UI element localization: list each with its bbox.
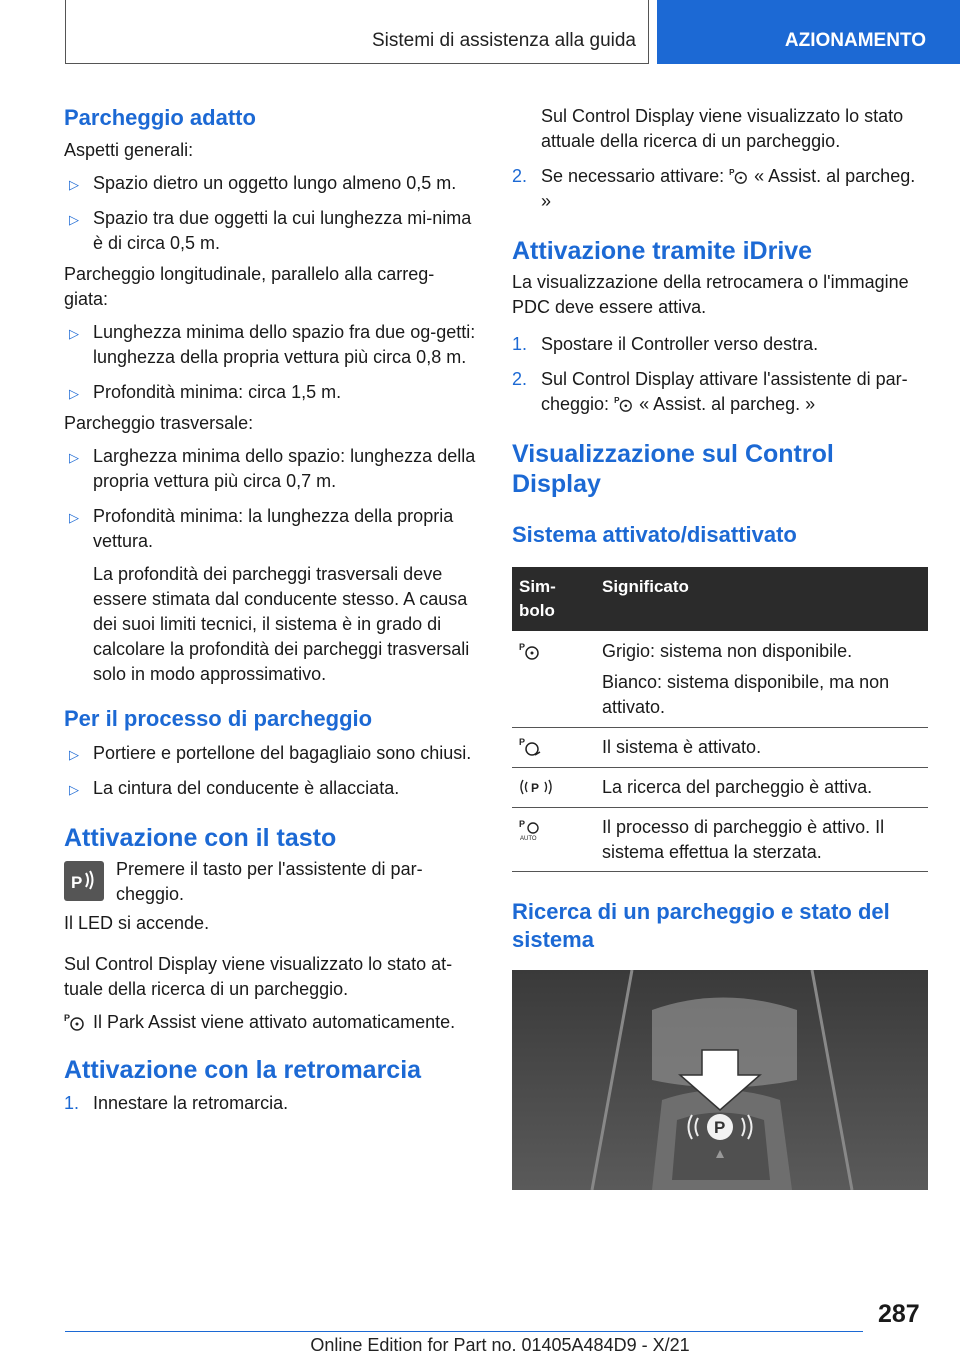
park-auto-icon xyxy=(519,818,545,842)
idrive-text: La visualizzazione della retrocamera o l'immagine PDC deve essere attiva. xyxy=(512,272,909,317)
park-assist-icon xyxy=(519,641,541,661)
svg-text:P: P xyxy=(729,168,735,178)
right-column xyxy=(512,104,926,1190)
chapter-tab[interactable] xyxy=(657,0,960,64)
heading-retromarcia: Attivazione con la retromarcia xyxy=(64,1056,422,1084)
list-item: ▷ Profondità minima: circa 1,5 m. xyxy=(64,380,478,405)
list-item: 2. Sul Control Display attivare l'assistente di par-cheggio: P « Assist. al parcheg. » xyxy=(512,369,908,414)
svg-text:P: P xyxy=(71,873,83,892)
svg-text:P: P xyxy=(519,819,526,829)
park-assist-active-icon xyxy=(519,736,543,758)
list-item: ▷ La cintura del conducente è allacciata. xyxy=(64,776,478,801)
triangle-bullet-icon: ▷ xyxy=(69,326,79,341)
heading-ricerca: Ricerca di un parcheggio e stato del sistema xyxy=(512,899,890,952)
led-text: Il LED si accende. xyxy=(64,913,210,933)
section-title: Sistemi di assistenza alla guida xyxy=(371,30,636,51)
table-row xyxy=(512,808,928,872)
col-header-meaning: Significato xyxy=(602,577,689,596)
heading-tasto: Attivazione con il tasto xyxy=(64,824,337,852)
table-header xyxy=(512,567,928,631)
footer-edition: Online Edition for Part no. 01405A484D9 - X/21 xyxy=(310,1335,690,1355)
cell-text: Il sistema è attivato. xyxy=(602,737,762,757)
triangle-bullet-icon: ▷ xyxy=(69,450,79,465)
triangle-bullet-icon: ▷ xyxy=(69,177,79,192)
tasto-text: Premere il tasto per l'assistente di par-cheggio. xyxy=(116,859,423,904)
chapter-label: AZIONAMENTO xyxy=(784,30,926,51)
note-text: La profondità dei parcheggi trasversali deve essere stimata dal conducente stesso. A causa dei suoi limiti tecnici, il sistema è in grado di calcolare la profondità dei parcheggi trasversali solo in modo approssimativo. xyxy=(93,564,470,684)
list-item: 1. Innestare la retromarcia. xyxy=(64,1093,289,1113)
park-assist-icon xyxy=(614,395,634,413)
triangle-bullet-icon: ▷ xyxy=(69,212,79,227)
col-header-symbol: Sim-bolo xyxy=(519,577,556,620)
general-text: Aspetti generali: xyxy=(64,140,194,160)
svg-text:AUTO: AUTO xyxy=(520,836,537,842)
park-assist-icon xyxy=(64,1012,86,1032)
parking-search-icon xyxy=(519,777,553,797)
list-item: ▷ Portiere e portellone del bagagliaio sono chiusi. xyxy=(64,741,478,766)
svg-text:P: P xyxy=(64,1013,71,1023)
table-row xyxy=(512,728,928,768)
tasto-block xyxy=(64,857,478,907)
park-button-icon xyxy=(64,861,104,901)
heading-visualizzazione: Visualizzazione sul Control Display xyxy=(512,440,834,498)
list-item: ▷ Spazio dietro un oggetto lungo almeno 0,5 m. xyxy=(64,171,478,196)
list-item: ▷ Lunghezza minima dello spazio fra due og-getti: lunghezza della propria vettura più circa 0,8 m. xyxy=(69,322,476,367)
cell-text: La ricerca del parcheggio è attiva. xyxy=(602,777,873,797)
cell-text: Bianco: sistema disponibile, ma non attivato. xyxy=(602,672,890,717)
svg-text:P: P xyxy=(519,737,526,747)
triangle-bullet-icon: ▷ xyxy=(69,782,79,797)
svg-text:P: P xyxy=(519,642,526,652)
triangle-bullet-icon: ▷ xyxy=(69,747,79,762)
auto-text-block xyxy=(64,1010,478,1035)
list-item: ▷ Profondità minima: la lunghezza della propria vettura. xyxy=(69,506,454,551)
heading-sistema: Sistema attivato/disattivato xyxy=(512,522,797,547)
list-item: 1. Spostare il Controller verso destra. xyxy=(512,334,819,354)
transverse-text: Parcheggio trasversale: xyxy=(64,413,254,433)
cell-text: Il processo di parcheggio è attivo. Il sistema effettua la sterzata. xyxy=(602,817,885,862)
left-column xyxy=(64,100,478,1116)
triangle-bullet-icon: ▷ xyxy=(69,386,79,401)
svg-text:P: P xyxy=(531,781,540,795)
longitudinal-text: Parcheggio longitudinale, parallelo alla carreg-giata: xyxy=(64,264,435,309)
list-item: ▷ Larghezza minima dello spazio: lunghezza della propria vettura più circa 0,7 m. xyxy=(69,446,476,491)
parking-display-image xyxy=(512,970,928,1190)
symbol-table xyxy=(512,567,928,872)
svg-text:P: P xyxy=(614,396,620,406)
table-row xyxy=(512,768,928,808)
cont-text: Sul Control Display viene visualizzato lo stato attuale della ricerca di un parcheggio. xyxy=(541,106,904,151)
page-number: 287 xyxy=(878,1300,920,1328)
heading-parcheggio-adatto: Parcheggio adatto xyxy=(64,105,256,130)
svg-text:P: P xyxy=(714,1118,726,1137)
auto-text: Il Park Assist viene attivato automaticamente. xyxy=(93,1012,456,1032)
heading-idrive: Attivazione tramite iDrive xyxy=(512,237,813,265)
footer-divider xyxy=(65,1331,863,1332)
list-item: ▷ Spazio tra due oggetti la cui lunghezza mi-nima è di circa 0,5 m. xyxy=(69,208,472,253)
cell-text: Grigio: sistema non disponibile. xyxy=(602,641,853,661)
list-item: 2. Se necessario attivare: P « Assist. al parcheg. » xyxy=(512,166,916,211)
heading-processo: Per il processo di parcheggio xyxy=(64,706,373,731)
park-assist-icon xyxy=(729,167,749,185)
triangle-bullet-icon: ▷ xyxy=(69,510,79,525)
table-row xyxy=(512,631,928,728)
display-text: Sul Control Display viene visualizzato lo stato at-tuale della ricerca di un parcheggio. xyxy=(64,954,453,999)
